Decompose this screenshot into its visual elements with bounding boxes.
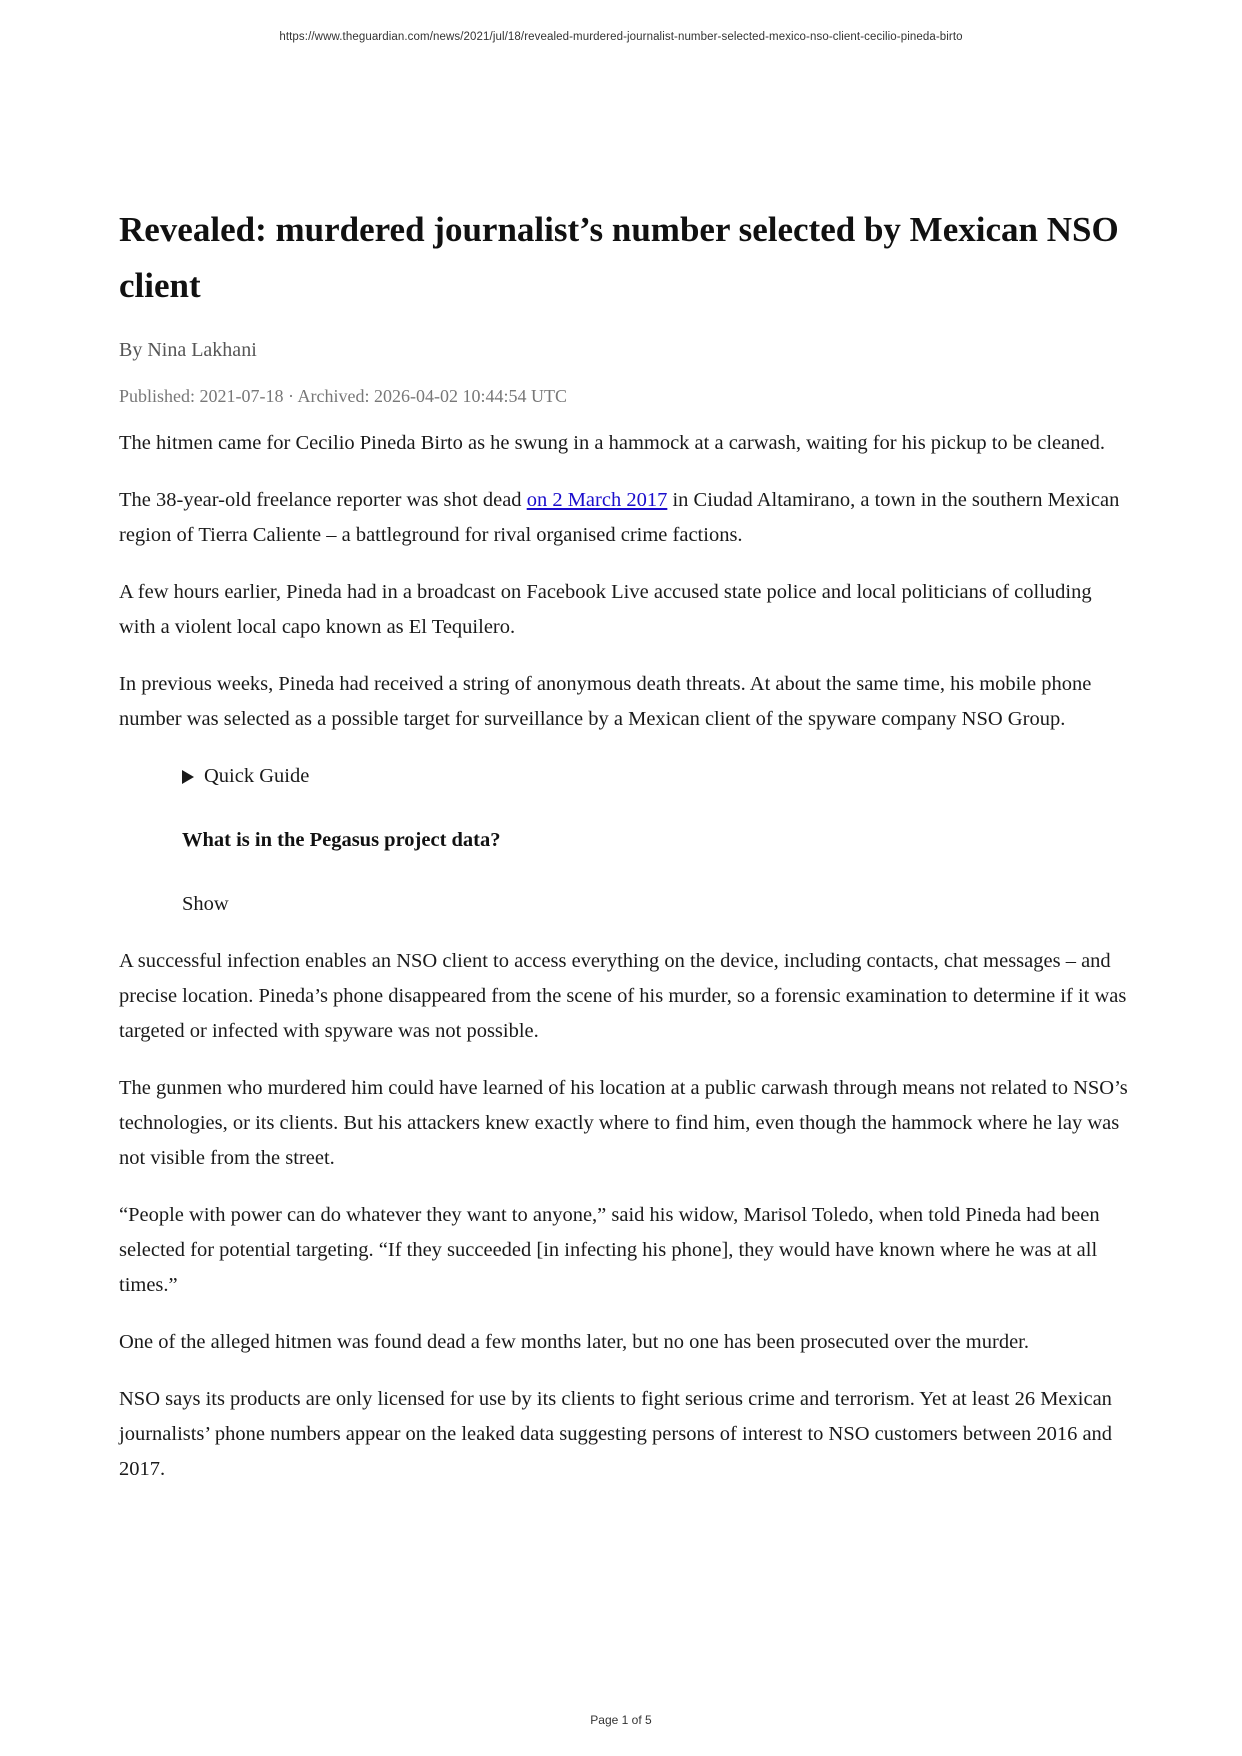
- date-link[interactable]: on 2 March 2017: [526, 489, 668, 511]
- article-paragraph: The hitmen came for Cecilio Pineda Birto as he swung in a hammock at a carwash, waiting for his pickup to be cleaned.: [119, 432, 1105, 454]
- article-paragraph: In previous weeks, Pineda had received a string of anonymous death threats. At about the same time, his mobile phone number was selected as a possible target for surveillance by a Mexican client of the spyware company NSO Group.: [119, 673, 1092, 730]
- article-paragraph: The gunmen who murdered him could have learned of his location at a public carwash through means not related to NSO’s technologies, or its clients. But his attackers knew exactly where to find him, even though the hammock where he lay was not visible from the street.: [119, 1077, 1128, 1169]
- article-paragraph: A few hours earlier, Pineda had in a broadcast on Facebook Live accused state police and local politicians of colluding with a violent local capo known as El Tequilero.: [119, 581, 1092, 638]
- quick-guide-question: What is in the Pegasus project data?: [182, 829, 501, 851]
- article-paragraph: NSO says its products are only licensed for use by its clients to fight serious crime and terrorism. Yet at least 26 Mexican journalists’ phone numbers appear on the leaked data suggesting persons of interest to NSO customers between 2016 and 2017.: [119, 1388, 1113, 1480]
- article: [119, 202, 1129, 1487]
- article-paragraph: One of the alleged hitmen was found dead a few months later, but no one has been prosecuted over the murder.: [119, 1331, 1029, 1353]
- page-url-header: https://www.theguardian.com/news/2021/jul/18/revealed-murdered-journalist-number-selected-mexico-nso-client-cecilio-pineda-birto: [279, 31, 963, 43]
- article-byline: By Nina Lakhani: [119, 339, 257, 361]
- article-title: Revealed: murdered journalist’s number selected by Mexican NSO client: [119, 210, 1119, 305]
- page-number-footer: Page 1 of 5: [590, 1713, 652, 1727]
- paragraph-text: The 38-year-old freelance reporter was shot dead: [119, 489, 527, 511]
- disclosure-triangle-icon: [182, 770, 194, 784]
- quick-guide: [182, 759, 1129, 922]
- quick-guide-label: Quick Guide: [204, 765, 310, 787]
- paragraph-text: in Ciudad Altamirano, a town in the southern Mexican region of Tierra Caliente – a battleground for rival organised crime factions.: [119, 489, 1120, 546]
- quick-guide-toggle[interactable]: [182, 759, 1129, 794]
- article-meta: Published: 2021-07-18 · Archived: 2026-04-02 10:44:54 UTC: [119, 386, 567, 406]
- article-paragraph: A successful infection enables an NSO client to access everything on the device, including contacts, chat messages – and precise location. Pineda’s phone disappeared from the scene of his murder, so a forensic examination to determine if it was targeted or infected with spyware was not possible.: [119, 950, 1127, 1042]
- article-paragraph: “People with power can do whatever they want to anyone,” said his widow, Marisol Toledo, when told Pineda had been selected for potential targeting. “If they succeeded [in infecting his phone], they would have known where he was at all times.”: [119, 1204, 1100, 1296]
- quick-guide-show-button[interactable]: Show: [182, 893, 229, 915]
- article-paragraph: [119, 483, 1129, 553]
